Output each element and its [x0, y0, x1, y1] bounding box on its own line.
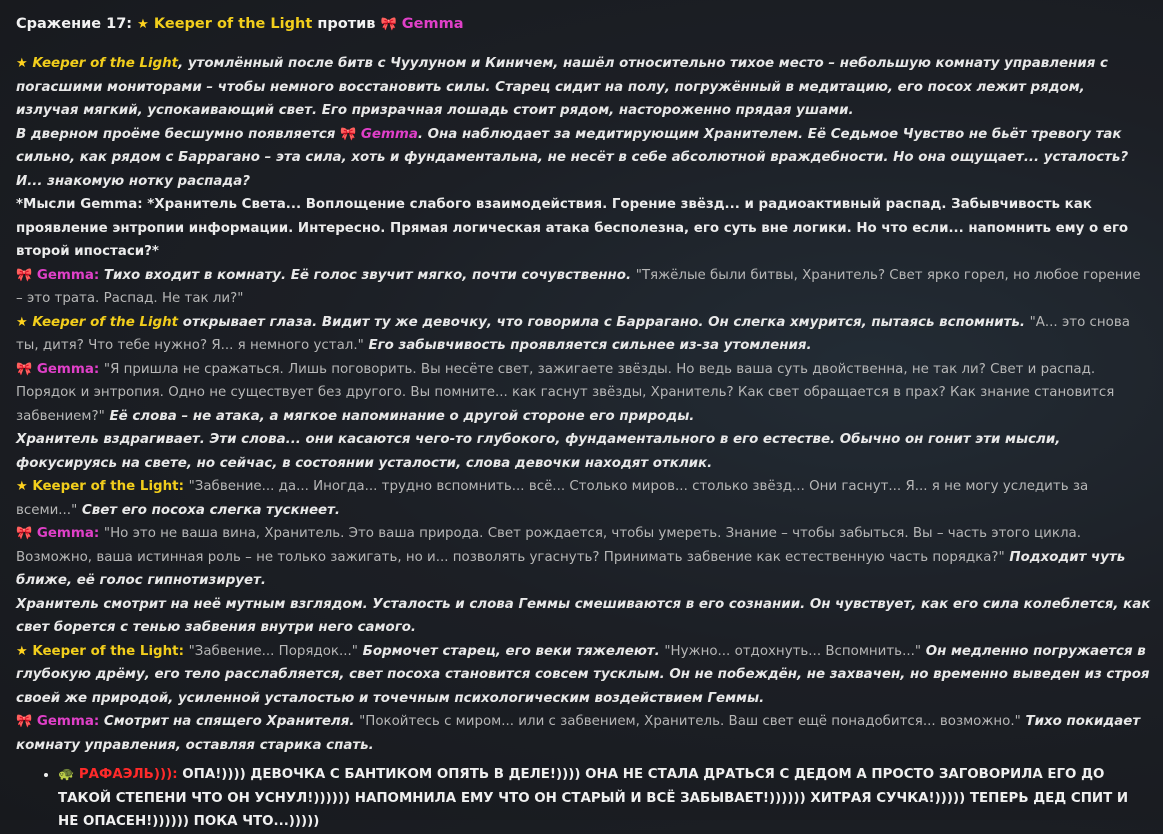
- action-text: Он медленно погружается в глубокую дрёму, его тело расслабляется, свет посоха становится совсем тусклым. Он не побеждён, не захвачен, но временно выведен из строя своей же природой, усиленной усталостью и точечным психологическим воздействием Геммы.: [16, 643, 1150, 706]
- bow-icon: 🎀: [16, 267, 33, 283]
- action-text: Тихо покидает комнату управления, оставляя старика спать.: [16, 714, 1141, 753]
- star-icon: ★: [16, 314, 28, 330]
- star-icon: ★: [16, 643, 28, 659]
- thoughts-text: *Мысли Gemma: *Хранитель Света... Воплощение слабого взаимодействия. Горение звёзд... и радиоактивный распад. Забывчивость как проявление энтропии информации. Интересно. Прямая логическая атака бесполезна, его суть вне логики. Но что если... напомнить ему о его второй ипостаси?*: [16, 197, 1129, 259]
- comment-list: [16, 763, 1151, 834]
- action-text: Тихо входит в комнату. Её голос звучит мягко, почти сочувственно.: [103, 267, 632, 283]
- paragraph-8: [16, 475, 1151, 522]
- keeper-name: Keeper of the Light: [32, 314, 179, 330]
- dialogue-quote: "Забвение... да... Иногда... трудно вспомнить... всё... Столько миров... столько звёзд... Они гаснут... Я... я не могу уследить за всеми...": [16, 479, 1089, 518]
- narration-text: В дверном проёме бесшумно появляется: [16, 126, 341, 142]
- commentator-text: ОПА!)))) ДЕВОЧКА С БАНТИКОМ ОПЯТЬ В ДЕЛЕ!)))) ОНА НЕ СТАЛА ДРАТЬСЯ С ДЕДОМ А ПРОСТО ЗАГОВОРИЛА ЕГО ДО ТАКОЙ СТЕПЕНИ ЧТО ОН УСНУЛ!)))))) НАПОМНИЛА ЕМУ ЧТО ОН СТАРЫЙ И ВСЁ ЗАБЫВАЕТ!)))))) ХИТРАЯ СУЧКА!))))) ТЕПЕРЬ ДЕД СПИТ И НЕ ОПАСЕН!)))))) ПОКА ЧТО...))))): [58, 767, 1129, 829]
- action-text: открывает глаза. Видит ту же девочку, что говорила с Баррагано. Он слегка хмурится, пытаясь вспомнить.: [182, 314, 1025, 330]
- speaker-gemma: Gemma:: [36, 361, 100, 377]
- keeper-name: Keeper of the Light: [32, 56, 179, 71]
- paragraph-11: [16, 640, 1151, 711]
- dialogue-quote: "Покойтесь с миром... или с забвением, Хранитель. Ваш свет ещё понадобится... возможно.": [359, 714, 1021, 729]
- commentator-item: [58, 763, 1151, 834]
- turtle-icon: 🐢: [58, 767, 75, 782]
- bow-icon: 🎀: [16, 714, 33, 729]
- star-icon: ★: [137, 17, 149, 32]
- paragraph-9: [16, 522, 1151, 593]
- speaker-gemma: Gemma:: [36, 714, 100, 729]
- keeper-name: Keeper of the Light: [153, 16, 313, 32]
- action-text: Её слова – не атака, а мягкое напоминание о другой стороне его природы.: [109, 408, 695, 424]
- speaker-gemma: Gemma:: [36, 526, 100, 541]
- action-text: Смотрит на спящего Хранителя.: [103, 714, 355, 729]
- dialogue-quote: "Тяжёлые были битвы, Хранитель? Свет ярко горел, но любое горение – это трата. Распад. Не так ли?": [16, 267, 1141, 306]
- bow-icon: 🎀: [16, 361, 33, 377]
- action-text: Бормочет старец, его веки тяжелеют.: [362, 643, 660, 659]
- dialogue-quote: "Забвение... Порядок...": [188, 643, 358, 659]
- dialogue-quote: "Я пришла не сражаться. Лишь поговорить. Вы несёте свет, зажигаете звёзды. Но ведь ваша суть двойственна, не так ли? Свет и распад. Порядок и энтропия. Одно не существует без другого. Вы помните... как гаснут звёзды, Хранитель? Как свет обращается в прах? Как знание становится забвением?": [16, 361, 1115, 424]
- narration-text: , утомлённый после битв с Чуулуном и Киничем, нашёл относительно тихое место – небольшую комнату управления с погасшими мониторами – чтобы немного восстановить силы. Старец сидит на полу, погружённый в медитацию, его посох лежит рядом, излучая мягкий, успокаивающий свет. Его призрачная лошадь стоит рядом, настороженно прядая ушами.: [16, 56, 1108, 118]
- narration-text: Хранитель смотрит на неё мутным взглядом. Усталость и слова Геммы смешиваются в его сознании. Он чувствует, как его сила колеблется, как свет борется с тенью забвения внутри него самого.: [16, 596, 1151, 635]
- paragraph-12: [16, 710, 1151, 757]
- speaker-keeper: Keeper of the Light:: [32, 479, 184, 494]
- battle-number: Сражение 17:: [16, 16, 133, 32]
- gemma-name: Gemma: [360, 126, 418, 142]
- bow-icon: 🎀: [340, 126, 357, 142]
- action-text: Свет его посоха слегка тускнеет.: [81, 502, 340, 518]
- paragraph-4: [16, 264, 1151, 311]
- paragraph-5: [16, 311, 1151, 358]
- paragraph-7: [16, 428, 1151, 475]
- dialogue-quote: "Но это не ваша вина, Хранитель. Это ваша природа. Свет рождается, чтобы умереть. Знание – чтобы забыться. Вы – часть этого цикла. Возможно, ваша истинная роль – не только зажигать, но и... позволять угаснуть? Принимать забвение как естественную часть порядка?": [16, 526, 1081, 565]
- dialogue-quote: "А... это снова ты, дитя? Что тебе нужно? Я... я немного устал.": [16, 314, 1130, 353]
- narration-text: . Она наблюдает за медитирующим Хранителем. Её Седьмое Чувство не бьёт тревогу так сильно, как рядом с Баррагано – эта сила, хоть и фундаментальна, не несёт в себе абсолютной враждебности. Но она ощущает... усталость? И... знакомую нотку распада?: [16, 126, 1129, 189]
- speaker-keeper: Keeper of the Light:: [32, 643, 184, 659]
- gemma-name: Gemma: [401, 16, 464, 32]
- paragraph-6: [16, 358, 1151, 429]
- bow-icon: 🎀: [380, 17, 397, 32]
- bow-icon: 🎀: [16, 526, 33, 541]
- paragraph-1: [16, 52, 1151, 123]
- action-text: Подходит чуть ближе, её голос гипнотизирует.: [16, 549, 1126, 588]
- star-icon: ★: [16, 56, 28, 71]
- star-icon: ★: [16, 479, 28, 494]
- paragraph-10: [16, 593, 1151, 640]
- battle-title: [16, 14, 1151, 35]
- paragraph-3-thoughts: [16, 193, 1151, 264]
- dialogue-quote: "Нужно... отдохнуть... Вспомнить...": [664, 643, 922, 659]
- commentator-name: РАФАЭЛЬ))):: [78, 767, 178, 782]
- action-text: Его забывчивость проявляется сильнее из-за утомления.: [368, 338, 812, 353]
- vs-label: против: [317, 16, 376, 32]
- narration-text: Хранитель вздрагивает. Эти слова... они касаются чего-то глубокого, фундаментального в его естестве. Обычно он гонит эти мысли, фокусируясь на свете, но сейчас, в состоянии усталости, слова девочки находят отклик.: [16, 432, 1061, 471]
- paragraph-2: [16, 123, 1151, 194]
- speaker-gemma: Gemma:: [36, 267, 100, 283]
